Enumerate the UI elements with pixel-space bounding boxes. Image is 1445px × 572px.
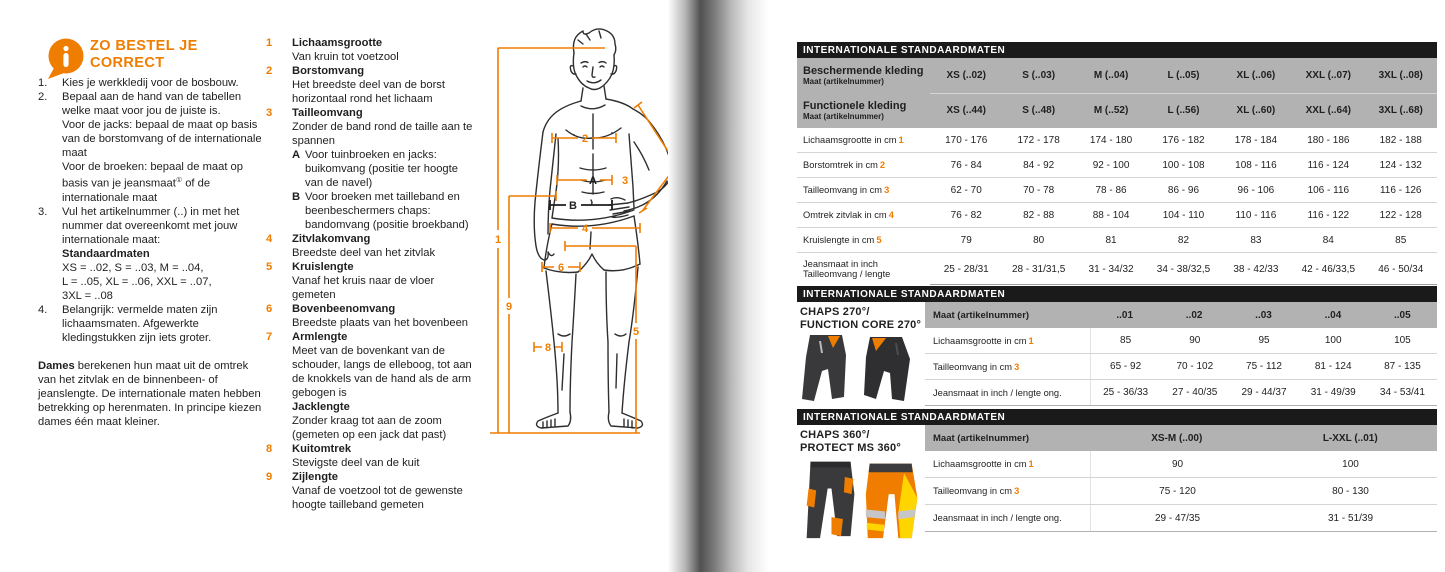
- table-row: Tailleomvang in cm 3 65 - 92 70 - 102 75 - 112 81 - 124 87 - 135: [925, 354, 1437, 380]
- table-cell: 62 - 70: [950, 184, 982, 196]
- table-cell: 76 - 82: [950, 209, 982, 221]
- table-cell: ..01: [1116, 309, 1134, 321]
- table-cell: 170 - 176: [945, 134, 988, 146]
- table-cell: ..02: [1185, 309, 1203, 321]
- table-cell: 29 - 47/35: [1154, 512, 1201, 524]
- table3-header-bar: INTERNATIONALE STANDAARDMATEN: [797, 409, 1437, 425]
- table-cell: 27 - 40/35: [1172, 387, 1218, 398]
- table1-head-protective: [797, 58, 1437, 93]
- legend-item-2: 2 Borstomvang Het breedste deel van de borst horizontaal rond het lichaam: [266, 65, 445, 105]
- table-cell: XS (..02): [946, 70, 986, 81]
- table-cell: 42 - 46/33,5: [1301, 263, 1355, 275]
- table-row: Lichaamsgrootte in cm 1 170 - 176 172 - 178 174 - 180 176 - 182 178 - 184 180 - 186 182 - 188: [797, 128, 1437, 153]
- product-chaps-270: [800, 306, 925, 410]
- table-cell: 82: [1177, 234, 1190, 246]
- table-cell: 85: [1395, 234, 1407, 246]
- table-cell: 90: [1189, 335, 1201, 346]
- measure-label-3: 3: [621, 175, 629, 187]
- table-chaps-270: [797, 286, 1437, 406]
- table-cell: 75 - 112: [1246, 361, 1282, 372]
- table-cell: 172 - 178: [1017, 134, 1060, 146]
- table-row: Omtrek zitvlak in cm 4 76 - 82 82 - 88 88 - 104 104 - 110 110 - 116 116 - 122 122 - 128: [797, 203, 1437, 228]
- legend-item-3b: B Voor broeken met tailleband en beenbeschermers chaps: bandomvang (positie broekband): [292, 191, 469, 231]
- product-title-line2: PROTECT MS 360°: [800, 441, 901, 454]
- measure-label-4: 4: [581, 223, 589, 235]
- measure-label-9: 9: [505, 301, 513, 313]
- step-4: 4. Belangrijk: vermelde maten zijn lichaamsmaten. Afgewerkte kledingstukken zijn iets groter.: [38, 303, 218, 344]
- step-1: 1. Kies je werkkledij voor de bosbouw.: [38, 77, 239, 89]
- measure-label-a: A: [589, 175, 597, 187]
- table3-head: Maat (artikelnummer) XS-M (..00) L-XXL (..01): [925, 425, 1437, 451]
- measurement-lines: [490, 48, 687, 433]
- row-title: Beschermende kleding: [803, 65, 924, 77]
- table-cell: 81 - 124: [1314, 361, 1352, 372]
- table-cell: 76 - 84: [950, 159, 982, 171]
- measurement-legend: [266, 36, 478, 512]
- dames-note: Dames berekenen hun maat uit de omtrek van het zitvlak en de binnenbeen- of jeanslengte. De internationale maten hebben betrekking op herenmaten. In principe kiezen dames één maat kleiner.: [38, 359, 262, 428]
- table-cell: 82 - 88: [1023, 209, 1055, 221]
- head-separator: [930, 93, 1437, 94]
- product-title-line1: CHAPS 360°/: [800, 429, 870, 441]
- table-cell: 178 - 184: [1234, 134, 1278, 146]
- table-cell: 90: [1171, 458, 1184, 470]
- table-cell: 75 - 120: [1159, 485, 1196, 497]
- chaps-360-product-image: [800, 456, 925, 540]
- table-cell: XXL (..64): [1305, 105, 1352, 116]
- measure-line-9: [509, 191, 556, 433]
- table-cell: M (..52): [1093, 105, 1129, 116]
- table-cell: 28 - 31/31,5: [1011, 263, 1066, 275]
- table-row: Jeansmaat in inch Tailleomvang / lengte 25 - 28/31 28 - 31/31,5 31 - 34/32 34 - 38/32,5 38 - 42/33 42 - 46/33,5 46 - 50/34: [797, 253, 1437, 285]
- table-cell: 25 - 36/33: [1103, 387, 1149, 398]
- table-cell: 25 - 28/31: [943, 263, 989, 275]
- table-cell: 78 - 86: [1095, 184, 1127, 196]
- table-row: Kruislengte in cm 5 79 80 81 82 83 84 85: [797, 228, 1437, 253]
- table-cell: 100: [1324, 335, 1342, 346]
- table-cell: 88 - 104: [1092, 209, 1130, 221]
- chaps-270-product-image: [800, 333, 925, 405]
- table-cell: L (..56): [1167, 105, 1200, 116]
- page-title-line2: CORRECT: [90, 55, 165, 71]
- table-cell: 34 - 53/41: [1379, 387, 1425, 398]
- table-cell: 100: [1342, 458, 1359, 470]
- legend-item-8: 8 Kuitomtrek Stevigste deel van de kuit: [266, 443, 420, 469]
- table-row: Borstomtrek in cm 2 76 - 84 84 - 92 92 - 100 100 - 108 108 - 116 116 - 124 124 - 132: [797, 153, 1437, 178]
- table-row: Jeansmaat in inch / lengte ong. 29 - 47/35 31 - 51/39: [925, 505, 1437, 532]
- table-cell: 31 - 34/32: [1088, 263, 1134, 275]
- row-title: Functionele kleding: [803, 100, 907, 112]
- table-bottom-rule: [930, 284, 1437, 285]
- size-cells: [930, 105, 1437, 116]
- legend-item-3: 3 Tailleomvang Zonder de band rond de taille aan te spannen A Voor tuinbroeken en jacks: buikomvang (positie ter hoogte van de navel) B Voor broeken met tailleband en beenbeschermers chaps: bandomvang (positie broekband): [266, 106, 478, 232]
- table-cell: 34 - 38/32,5: [1156, 263, 1211, 275]
- table-cell: 70 - 78: [1023, 184, 1055, 196]
- row-subtitle: Maat (artikelnummer): [803, 77, 884, 86]
- table-cell: XS (..44): [946, 105, 986, 116]
- table-row: Lichaamsgrootte in cm 1 85 90 95 100 105: [925, 328, 1437, 354]
- table-cell: 106 - 116: [1307, 184, 1350, 196]
- table-cell: 80: [1033, 234, 1045, 246]
- table-cell: ..03: [1255, 309, 1272, 321]
- product-title-line1: CHAPS 270°/: [800, 306, 870, 318]
- table1-head-functional: [797, 93, 1437, 128]
- table2-head: Maat (artikelnummer) ..01 ..02 ..03 ..04 ..05: [925, 302, 1437, 328]
- table-row: Lichaamsgrootte in cm 1 90 100: [925, 451, 1437, 478]
- table-cell: 124 - 132: [1379, 159, 1422, 171]
- table-cell: L (..05): [1167, 70, 1200, 81]
- left-page: [0, 0, 700, 572]
- measure-line-4: [550, 223, 640, 233]
- table-cell: 116 - 122: [1307, 209, 1350, 221]
- table-cell: 116 - 126: [1379, 184, 1422, 196]
- measure-line-3b: [550, 200, 612, 210]
- table1-header-bar: INTERNATIONALE STANDAARDMATEN: [797, 42, 1437, 58]
- table-cell: 95: [1258, 335, 1270, 346]
- table-cell: 104 - 110: [1162, 209, 1205, 221]
- table-cell: XXL (..07): [1305, 70, 1352, 81]
- legend-item-3a: A Voor tuinbroeken en jacks: buikomvang (positie ter hoogte van de navel): [292, 149, 458, 189]
- measure-label-2: 2: [581, 133, 589, 145]
- table-cell: 31 - 51/39: [1327, 512, 1374, 524]
- legend-item-1: 1 Lichaamsgrootte Van kruin tot voetzool: [266, 37, 399, 63]
- table-cell: 83: [1250, 234, 1262, 246]
- table-cell: ..04: [1324, 309, 1342, 321]
- table-standard-sizes: [797, 42, 1437, 285]
- page-fold-shadow: [668, 0, 776, 572]
- table-cell: 3XL (..68): [1378, 105, 1423, 116]
- table-cell: 3XL (..08): [1378, 70, 1423, 81]
- table-cell: L-XXL (..01): [1322, 432, 1378, 444]
- measure-label-1: 1: [494, 234, 502, 246]
- table-cell: 29 - 44/37: [1241, 387, 1287, 398]
- table-cell: M (..04): [1093, 70, 1129, 81]
- table-cell: 79: [960, 234, 972, 246]
- table-cell: S (..48): [1022, 105, 1056, 116]
- table-cell: 84: [1322, 234, 1334, 246]
- table-cell: 87 - 135: [1384, 361, 1421, 372]
- table-cell: 176 - 182: [1162, 134, 1205, 146]
- measure-label-b: B: [569, 200, 577, 212]
- ordering-steps: [38, 76, 266, 429]
- product-title-line2: FUNCTION CORE 270°: [800, 318, 922, 331]
- size-cells: [930, 70, 1437, 81]
- legend-item-7: 7 Armlengte Meet van de bovenkant van de schouder, langs de elleboog, tot aan de knokkels van de hand als de arm gebogen is Jacklengte Zonder kraag tot aan de zoom (gemeten op een jack dat past): [266, 331, 472, 441]
- measure-label-6: 6: [557, 262, 565, 274]
- table-cell: XL (..60): [1236, 105, 1276, 116]
- step-2: 2. Bepaal aan de hand van de tabellen welke maat voor jou de juiste is. Voor de jacks: bepaal de maat op basis van de borstomvang of de internationale maat Voor de broeken: bepaal de maat op basis van je jeansmaat① of de internationale maat: [38, 91, 262, 204]
- row-subtitle: Maat (artikelnummer): [803, 112, 884, 121]
- product-chaps-360: [800, 429, 925, 545]
- table-cell: 116 - 124: [1307, 159, 1350, 171]
- table-cell: 70 - 102: [1176, 361, 1214, 372]
- table-cell: 81: [1105, 234, 1117, 246]
- table-row: Jeansmaat in inch / lengte ong. 25 - 36/33 27 - 40/35 29 - 44/37 31 - 49/39 34 - 53/41: [925, 380, 1437, 406]
- table-cell: 31 - 49/39: [1310, 387, 1356, 398]
- table-cell: ..05: [1393, 309, 1411, 321]
- legend-item-6: 6 Bovenbeenomvang Breedste plaats van het bovenbeen: [266, 303, 469, 329]
- table-cell: 100 - 108: [1162, 159, 1205, 171]
- table-cell: 92 - 100: [1092, 159, 1130, 171]
- table-cell: 65 - 92: [1110, 361, 1142, 372]
- table1-head: [797, 58, 1437, 128]
- table-cell: 80 - 130: [1332, 485, 1369, 497]
- table2-header-bar: INTERNATIONALE STANDAARDMATEN: [797, 286, 1437, 302]
- table-cell: 46 - 50/34: [1378, 263, 1424, 275]
- table-row: Tailleomvang in cm 3 62 - 70 70 - 78 78 - 86 86 - 96 96 - 106 106 - 116 116 - 126: [797, 178, 1437, 203]
- table-cell: 85: [1120, 335, 1132, 346]
- table-chaps-360: [797, 409, 1437, 532]
- table-cell: 182 - 188: [1379, 134, 1422, 146]
- table-cell: 38 - 42/33: [1233, 263, 1279, 275]
- table-cell: 105: [1394, 335, 1411, 346]
- table-cell: 122 - 128: [1379, 209, 1422, 221]
- table-cell: 96 - 106: [1237, 184, 1275, 196]
- table-cell: 180 - 186: [1307, 134, 1350, 146]
- legend-item-5: 5 Kruislengte Vanaf het kruis naar de vloer gemeten: [266, 261, 435, 301]
- legend-item-4: 4 Zitvlakomvang Breedste deel van het zitvlak: [266, 233, 436, 259]
- table-cell: 174 - 180: [1089, 134, 1133, 146]
- table-cell: 108 - 116: [1235, 159, 1277, 171]
- legend-item-9: 9 Zijlengte Vanaf de voetzool tot de gewenste hoogte tailleband gemeten: [266, 471, 463, 511]
- page-title: [90, 38, 198, 72]
- info-icon: [45, 37, 85, 79]
- table-cell: S (..03): [1022, 70, 1056, 81]
- measure-label-5: 5: [632, 326, 640, 338]
- table-cell: 86 - 96: [1167, 184, 1200, 196]
- table-cell: 84 - 92: [1023, 159, 1055, 171]
- measure-line-3a: [557, 175, 612, 185]
- page-title-line1: ZO BESTEL JE: [90, 38, 198, 54]
- measure-label-8: 8: [544, 342, 552, 354]
- table-cell: 110 - 116: [1235, 209, 1277, 221]
- step-3: 3. Vul het artikelnummer (..) in met het nummer dat overeenkomt met jouw internationale maat: Standaardmaten XS = ..02, S = ..03, M = ..04, L = ..05, XL = ..06, XXL = ..07, 3XL = ..08: [38, 205, 240, 302]
- table-cell: XL (..06): [1236, 70, 1276, 81]
- table-cell: XS-M (..00): [1151, 432, 1203, 444]
- table-row: Tailleomvang in cm 3 75 - 120 80 - 130: [925, 478, 1437, 505]
